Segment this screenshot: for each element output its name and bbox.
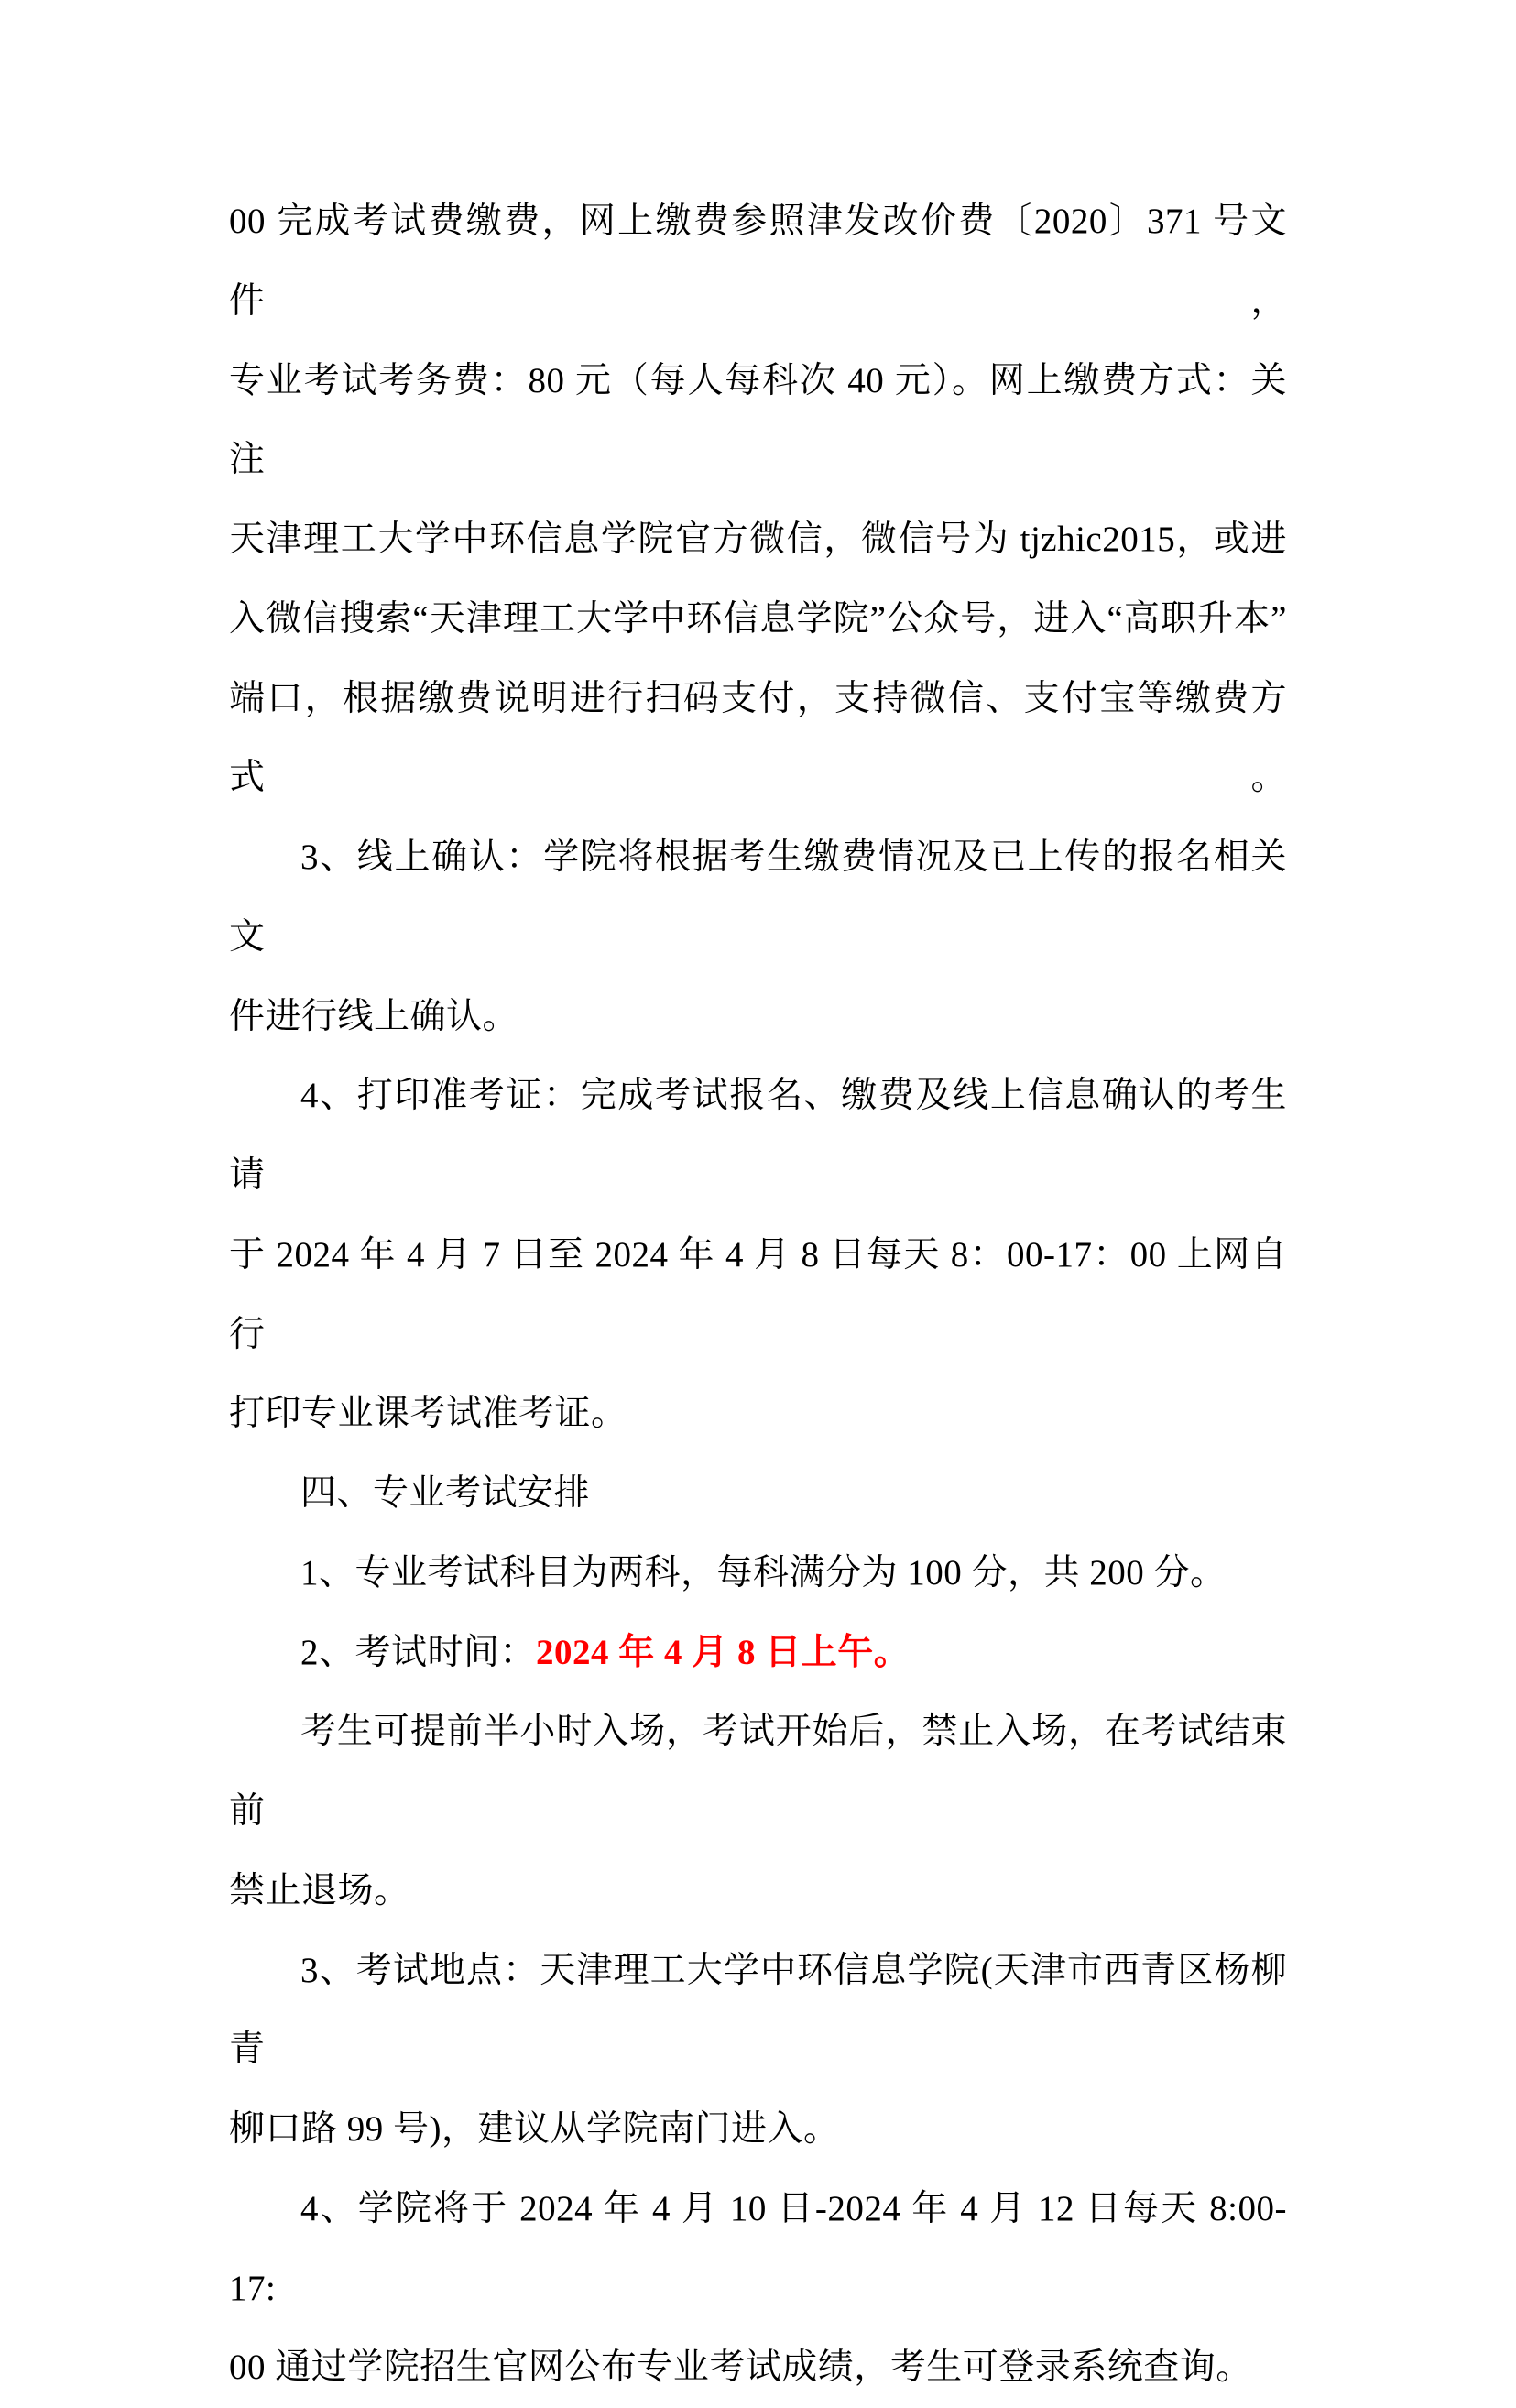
text-line — [229, 2090, 1287, 2170]
line-text: 入微信搜索“天津理工大学中环信息学院”公众号，进入“高职升本” — [229, 598, 1287, 639]
text-line — [229, 1614, 1287, 1693]
exam-date-highlight: 2024 年 4 月 8 日上午。 — [536, 1632, 911, 1672]
text-line — [229, 182, 1287, 342]
text-line — [229, 1454, 1287, 1534]
text-line — [229, 2170, 1287, 2329]
text-line — [229, 2328, 1287, 2408]
line-text: 四、专业考试安排 — [300, 1473, 591, 1513]
text-line — [229, 342, 1287, 501]
line-text: 00 完成考试费缴费，网上缴费参照津发改价费〔2020〕371 号文件， — [229, 202, 1287, 321]
text-line — [229, 1374, 1287, 1454]
text-line — [229, 1852, 1287, 1932]
line-text: 打印专业课考试准考证。 — [229, 1394, 627, 1434]
line-text: 4、学院将于 2024 年 4 月 10 日-2024 年 4 月 12 日每天 8:00-17: — [229, 2188, 1287, 2308]
line-text: 考生可提前半小时入场，考试开始后，禁止入场，在考试结束前 — [229, 1712, 1287, 1831]
text-line — [229, 1056, 1287, 1216]
text-line — [229, 1932, 1287, 2091]
text-line — [229, 1534, 1287, 1614]
text-line — [229, 1692, 1287, 1852]
line-text: 端口，根据缴费说明进行扫码支付，支持微信、支付宝等缴费方式。 — [229, 678, 1287, 798]
line-text: 柳口路 99 号)，建议从学院南门进入。 — [229, 2109, 840, 2149]
line-text: 天津理工大学中环信息学院官方微信，微信号为 tjzhic2015，或进 — [229, 520, 1287, 559]
text-line — [229, 500, 1287, 580]
text-line — [229, 818, 1287, 978]
line-text: 1、专业考试科目为两科，每科满分为 100 分，共 200 分。 — [300, 1552, 1227, 1593]
line-text: 2、考试时间： — [300, 1632, 537, 1672]
line-text: 禁止退场。 — [229, 1870, 410, 1910]
line-text: 3、线上确认：学院将根据考生缴费情况及已上传的报名相关文 — [229, 837, 1287, 957]
line-text: 专业考试考务费：80 元（每人每科次 40 元）。网上缴费方式：关注 — [229, 360, 1287, 480]
text-line — [229, 978, 1287, 1057]
line-text: 件进行线上确认。 — [229, 996, 519, 1036]
line-text: 4、打印准考证：完成考试报名、缴费及线上信息确认的考生请 — [229, 1076, 1287, 1195]
text-line — [229, 1216, 1287, 1375]
line-text: 于 2024 年 4 月 7 日至 2024 年 4 月 8 日每天 8：00-17：00 上网自行 — [229, 1234, 1287, 1354]
document-body-text — [229, 182, 1287, 2408]
line-text: 3、考试地点：天津理工大学中环信息学院(天津市西青区杨柳青 — [229, 1950, 1287, 2070]
text-line — [229, 580, 1287, 660]
line-text: 00 通过学院招生官网公布专业考试成绩，考生可登录系统查询。 — [229, 2348, 1252, 2388]
text-line — [229, 660, 1287, 819]
